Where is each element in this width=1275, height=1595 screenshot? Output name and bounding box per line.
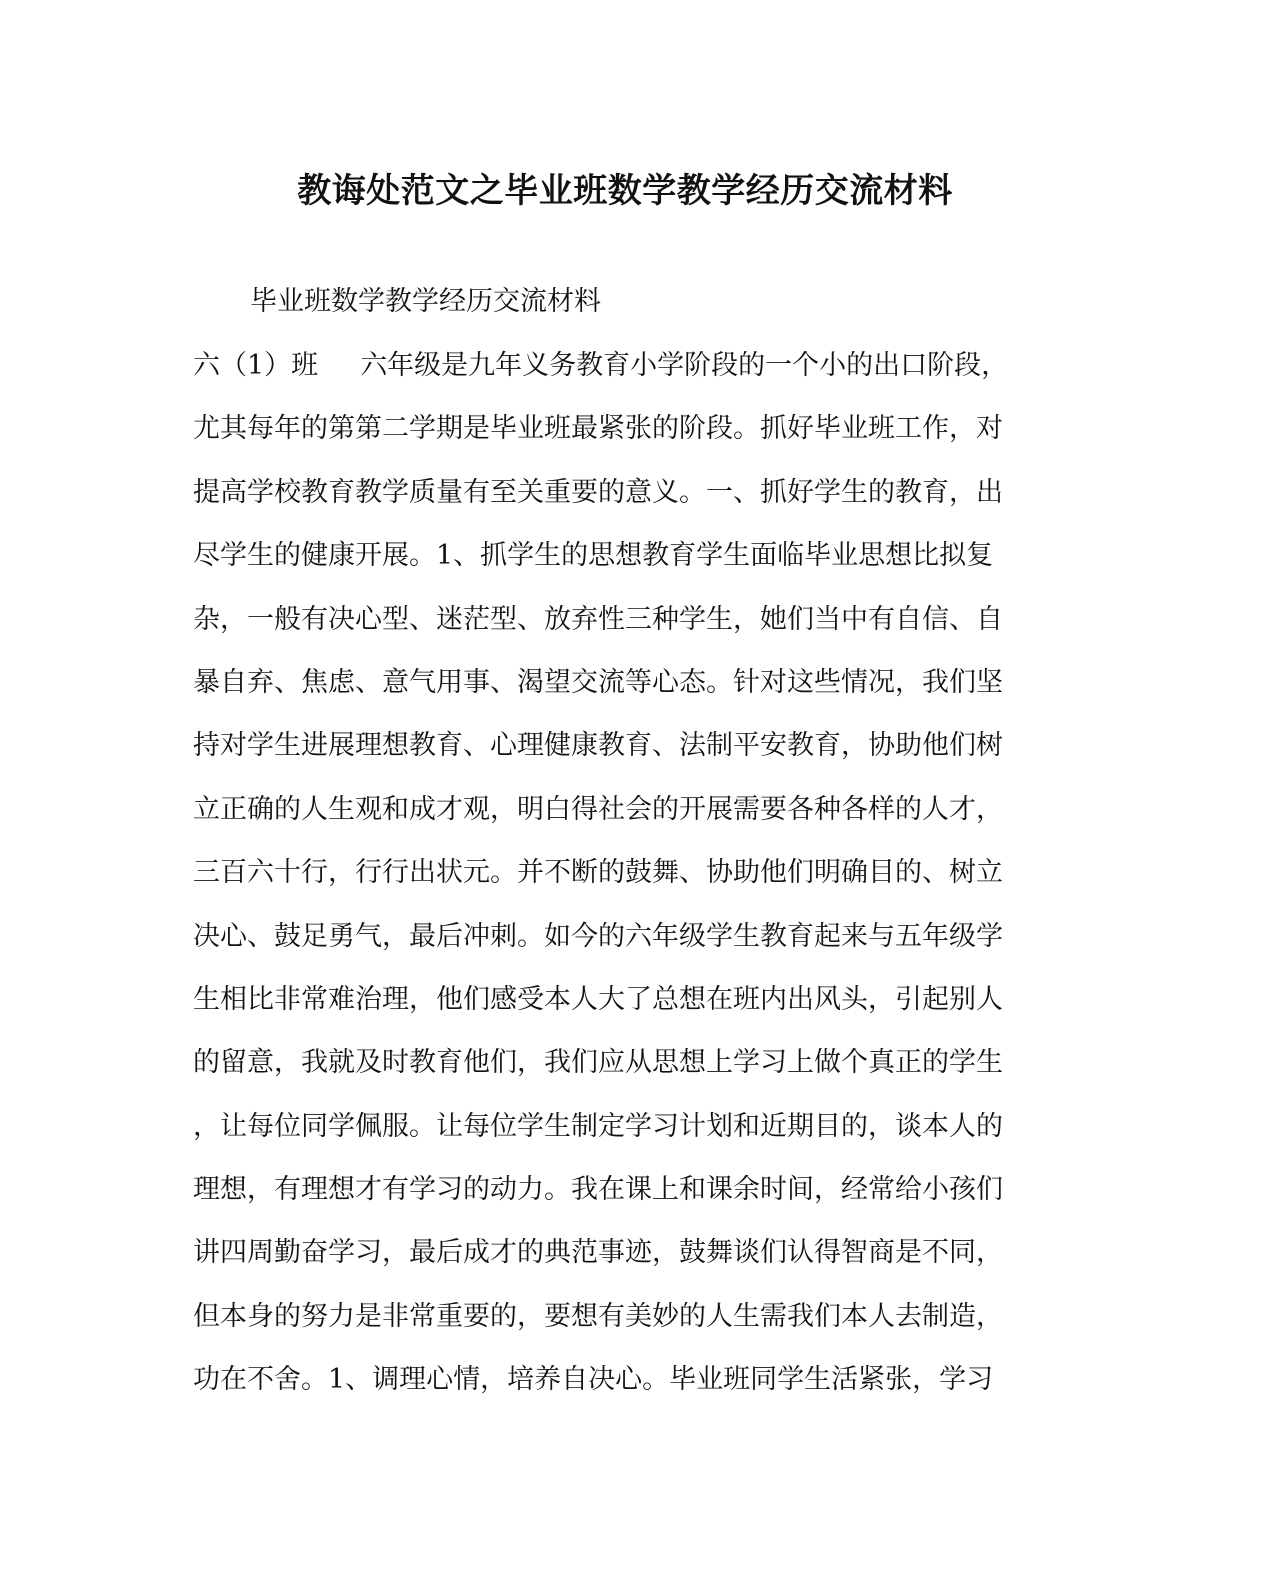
paragraph-line: 杂，一般有决心型、迷茫型、放弃性三种学生，她们当中有自信、自 — [193, 603, 1003, 635]
paragraph-line: 尽学生的健康开展。1、抓学生的思想教育学生面临毕业思想比拟复 — [193, 540, 994, 572]
document-subtitle: 毕业班数学教学经历交流材料 — [250, 286, 601, 317]
paragraph-line: 讲四周勤奋学习，最后成才的典范事迹，鼓舞谈们认得智商是不同， — [193, 1237, 1003, 1269]
paragraph-line: 尤其每年的第第二学期是毕业班最紧张的阶段。抓好毕业班工作，对 — [193, 413, 1003, 445]
paragraph-line: 持对学生进展理想教育、心理健康教育、法制平安教育，协助他们树 — [193, 730, 1003, 762]
document-title: 教诲处范文之毕业班数学教学经历交流材料 — [297, 171, 953, 211]
paragraph-line: 三百六十行，行行出状元。并不断的鼓舞、协助他们明确目的、树立 — [193, 857, 1003, 889]
paragraph-line: 的留意，我就及时教育他们，我们应从思想上学习上做个真正的学生 — [193, 1047, 1003, 1079]
paragraph-line: 暴自弃、焦虑、意气用事、渴望交流等心态。针对这些情况，我们坚 — [193, 666, 1003, 698]
paragraph-line: 生相比非常难治理，他们感受本人大了总想在班内出风头，引起别人 — [193, 983, 1003, 1015]
paragraph-line: ，让每位同学佩服。让每位学生制定学习计划和近期目的，谈本人的 — [193, 1110, 1003, 1142]
paragraph-line: 提高学校教育教学质量有至关重要的意义。一、抓好学生的教育，出 — [193, 476, 1003, 508]
paragraph-line: 功在不舍。1、调理心情，培养自决心。毕业班同学生活紧张，学习 — [193, 1364, 994, 1396]
paragraph-line: 但本身的努力是非常重要的，要想有美妙的人生需我们本人去制造， — [193, 1300, 1003, 1332]
paragraph-line: 决心、鼓足勇气，最后冲刺。如今的六年级学生教育起来与五年级学 — [193, 920, 1003, 952]
paragraph-line: 理想，有理想才有学习的动力。我在课上和课余时间，经常给小孩们 — [193, 1174, 1003, 1206]
paragraph-line — [193, 344, 1073, 407]
line-text: 六年级是九年义务教育小学阶段的一个小的出口阶段， — [360, 350, 1009, 381]
body-text — [193, 344, 1073, 1422]
paragraph-line: 立正确的人生观和成才观，明白得社会的开展需要各种各样的人才， — [193, 793, 1003, 825]
class-label: 六（1）班 — [193, 350, 319, 381]
